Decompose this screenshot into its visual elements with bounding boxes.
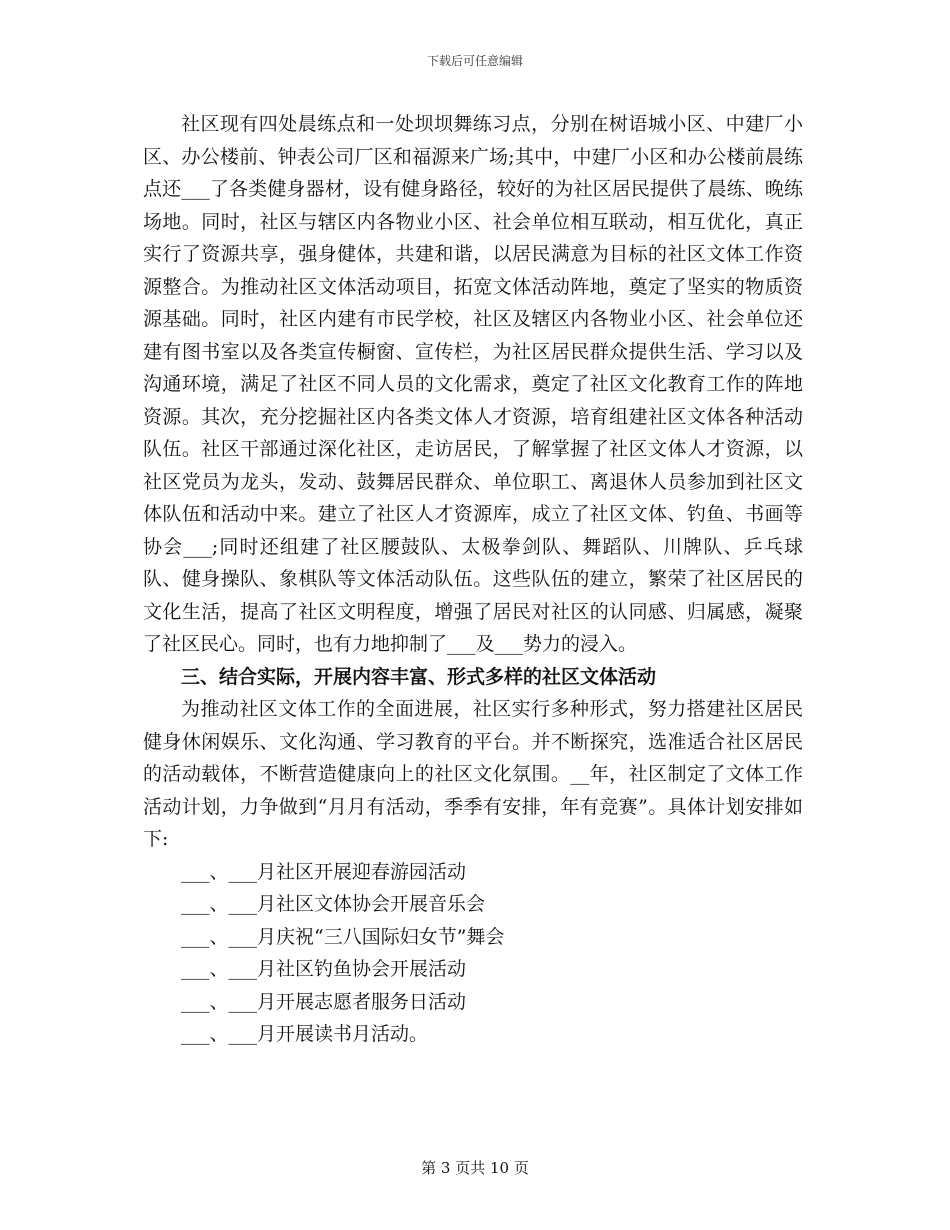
plan-item: ___、___月社区文体协会开展音乐会 xyxy=(181,893,486,915)
paragraph-facilities: 社区现有四处晨练点和一处坝坝舞练习点，分别在树语城小区、中建厂小区、办公楼前、钟表公司厂区和福源来广场;其中，中建厂小区和办公楼前晨练点还___了各类健身器材，设有健身路径，较好的为社区居民提供了晨练、晚练场地。同时，社区与辖区内各物业小区、社会单位相互联动，相互优化，真正实行了资源共享，强身健体，共建和谐，以居民满意为目标的社区文体工作资源整合。为推动社区文体活动项目，拓宽文体活动阵地，奠定了坚实的物质资源基础。同时，社区内建有市民学校，社区及辖区内各物业小区、社会单位还建有图书室以及各类宣传橱窗、宣传栏，为社区居民群众提供生活、学习以及沟通环境，满足了社区不同人员的文化需求，奠定了社区文化教育工作的阵地资源。其次，充分挖掘社区内各类文体人才资源，培育组建社区文体各种活动队伍。社区干部通过深化社区，走访居民，了解掌握了社区文体人才资源，以社区党员为龙头，发动、鼓舞居民群众、单位职工、离退休人员参加到社区文体队伍和活动中来。建立了社区人才资源库，成立了社区文体、钓鱼、书画等协会___;同时还组建了社区腰鼓队、太极拳剑队、舞蹈队、川牌队、乒乓球队、健身操队、象棋队等文体活动队伍。这些队伍的建立，繁荣了社区居民的文化生活，提高了社区文明程度，增强了居民对社区的认同感、归属感，凝聚了社区民心。同时，也有力地抑制了___及___势力的浸入。 xyxy=(143,113,803,655)
page-footer: 第 3 页共 10 页 xyxy=(421,1159,529,1177)
paragraph-activities: 为推动社区文体工作的全面进展，社区实行多种形式，努力搭建社区居民健身休闲娱乐、文化沟通、学习教育的平台。并不断探究，选准适合社区居民的活动载体，不断营造健康向上的社区文化氛围。__年，社区制定了文体工作活动计划，力争做到“月月有活动，季季有安排，年有竞赛”。具体计划安排如下: xyxy=(143,698,803,850)
plan-item: ___、___月庆祝“三八国际妇女节”舞会 xyxy=(181,925,505,948)
page-header: 下载后可任意编辑 xyxy=(426,54,523,68)
plan-item: ___、___月社区开展迎春游园活动 xyxy=(181,860,467,883)
document-body xyxy=(143,108,803,1051)
plan-item: ___、___月开展志愿者服务日活动 xyxy=(181,990,467,1013)
plan-item: ___、___月社区钓鱼协会开展活动 xyxy=(181,958,467,980)
plan-item: ___、___月开展读书月活动。 xyxy=(181,1023,429,1045)
section-heading-3: 三、结合实际，开展内容丰富、形式多样的社区文体活动 xyxy=(181,665,657,688)
